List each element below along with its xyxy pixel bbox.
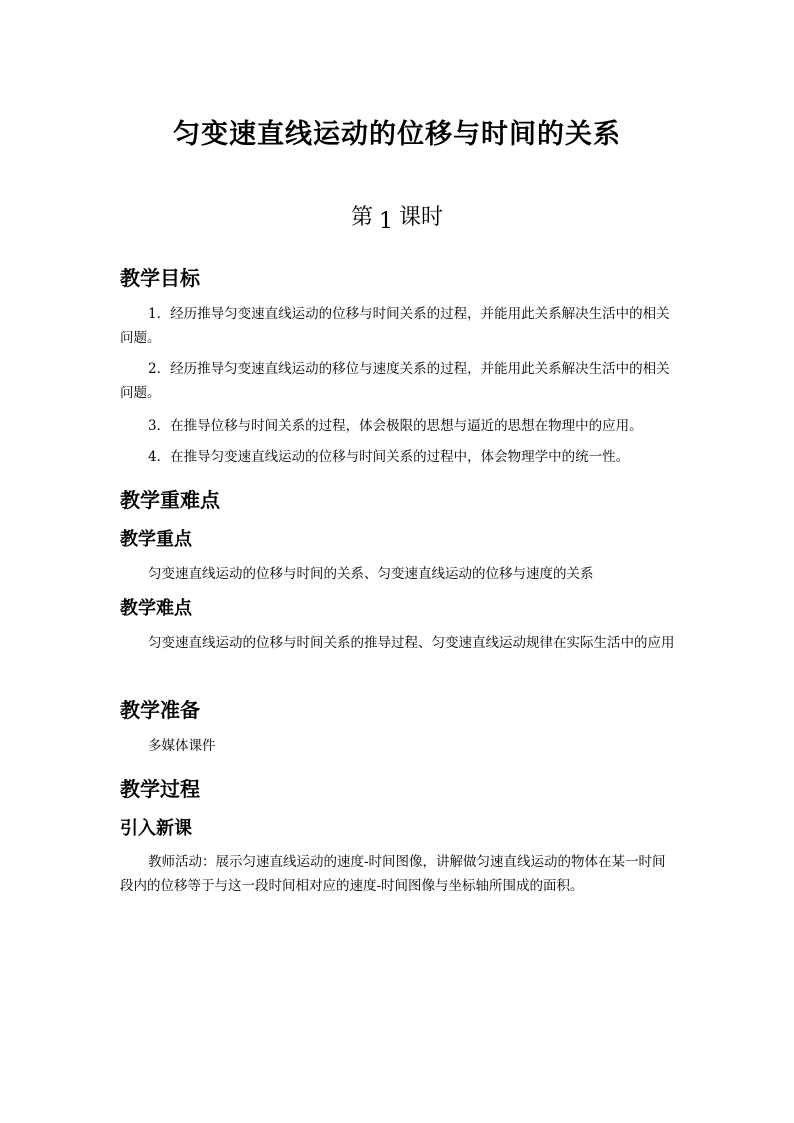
lesson-prefix: 第 xyxy=(350,205,373,230)
preparation-text: 多媒体课件 xyxy=(148,738,216,754)
intro-heading: 引入新课 xyxy=(120,818,192,839)
document-title: 匀变速直线运动的位移与时间的关系 xyxy=(173,119,621,150)
objective-item-2: 2．经历推导匀变速直线运动的移位与速度关系的过程，并能用此关系解决生活中的相关问题。 xyxy=(120,361,670,401)
lesson-suffix: 课时 xyxy=(399,205,444,230)
key-points-heading: 教学重点 xyxy=(120,529,192,550)
key-difficult-heading: 教学重难点 xyxy=(120,488,220,512)
objective-item-4: 4．在推导匀变速直线运动的位移与时间关系的过程中，体会物理学中的统一性。 xyxy=(148,449,630,465)
objective-item-3: 3．在推导位移与时间关系的过程，体会极限的思想与逼近的思想在物理中的应用。 xyxy=(148,418,643,434)
lesson-label xyxy=(0,200,794,234)
intro-text: 教师活动：展示匀速直线运动的速度-时间图像，讲解做匀速直线运动的物体在某一时间段内的位移等于与这一段时间相对应的速度-时间图像与坐标轴所围成的面积。 xyxy=(120,854,666,894)
objective-item-1: 1．经历推导匀变速直线运动的位移与时间关系的过程，并能用此关系解决生活中的相关问题。 xyxy=(120,306,670,346)
objectives-heading: 教学目标 xyxy=(120,266,200,290)
process-heading: 教学过程 xyxy=(120,777,200,801)
key-points-text: 匀变速直线运动的位移与时间的关系、匀变速直线运动的位移与速度的关系 xyxy=(148,566,594,582)
preparation-heading: 教学准备 xyxy=(120,698,200,722)
difficult-points-text: 匀变速直线运动的位移与时间关系的推导过程、匀变速直线运动规律在实际生活中的应用 xyxy=(148,635,675,651)
difficult-points-heading: 教学难点 xyxy=(120,598,192,619)
lesson-number: 1 xyxy=(379,209,393,234)
